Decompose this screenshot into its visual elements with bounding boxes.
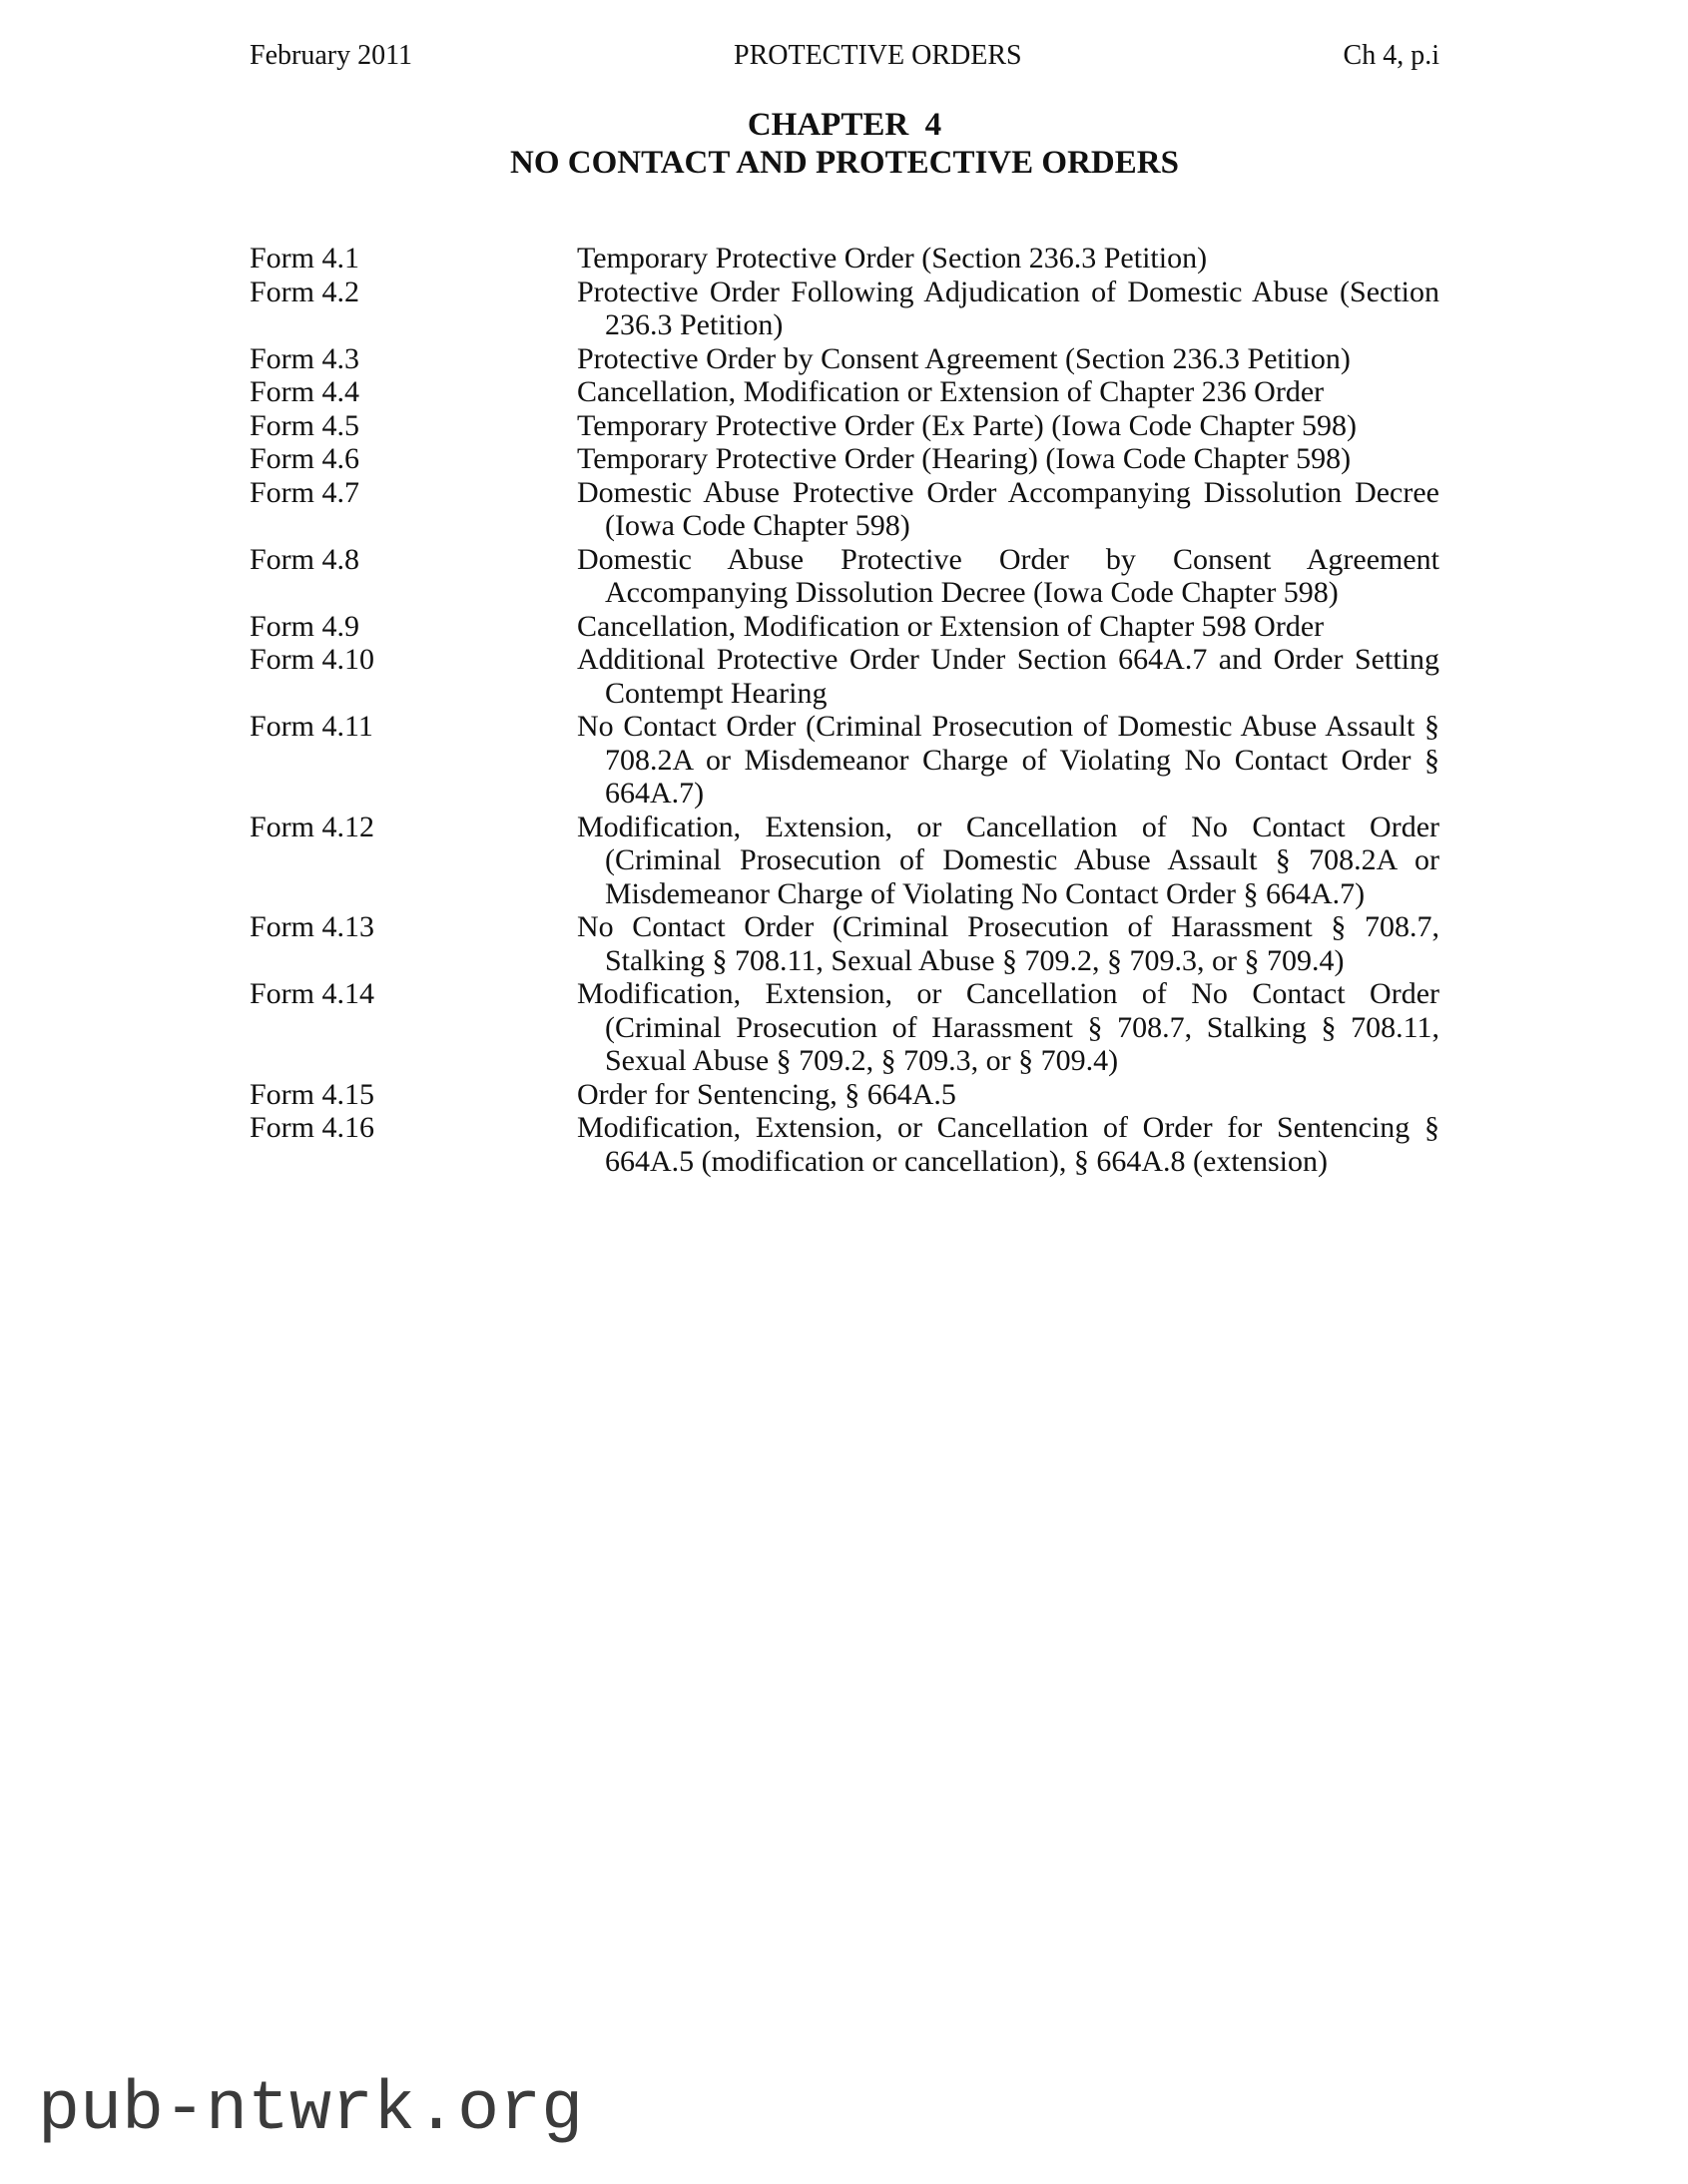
form-number: Form 4.2 <box>250 274 360 308</box>
form-row <box>250 375 1439 409</box>
form-number: Form 4.7 <box>250 475 360 509</box>
form-row <box>250 275 1439 342</box>
form-number: Form 4.15 <box>250 1077 375 1111</box>
form-row <box>250 409 1439 443</box>
form-description: Modification, Extension, or Cancellation of No Contact Order (Criminal Prosecution of Domestic Abuse Assault § 708.2A or Misdemeanor Charge of Violating No Contact Order § 664A.7) <box>577 810 1439 910</box>
form-row <box>250 543 1439 610</box>
form-row <box>250 610 1439 644</box>
form-description: Cancellation, Modification or Extension of Chapter 598 Order <box>577 609 1325 643</box>
form-description: Protective Order Following Adjudication of Domestic Abuse (Section 236.3 Petition) <box>577 274 1439 341</box>
form-row <box>250 1078 1439 1112</box>
form-number: Form 4.9 <box>250 609 360 643</box>
form-number: Form 4.6 <box>250 442 360 475</box>
form-row <box>250 442 1439 476</box>
form-row <box>250 643 1439 710</box>
form-description: Temporary Protective Order (Section 236.3 Petition) <box>577 242 1208 274</box>
form-number: Form 4.13 <box>250 910 375 943</box>
chapter-title-block <box>250 106 1439 182</box>
header-page-number: Ch 4, p.i <box>1343 40 1439 71</box>
watermark-text: pub-ntwrk.org <box>38 2071 584 2150</box>
form-description: Domestic Abuse Protective Order Accompanying Dissolution Decree (Iowa Code Chapter 598) <box>577 475 1439 542</box>
header-date: February 2011 <box>250 40 413 71</box>
form-number: Form 4.14 <box>250 977 375 1010</box>
form-number: Form 4.4 <box>250 375 360 408</box>
form-number: Form 4.10 <box>250 643 375 676</box>
form-row <box>250 1111 1439 1178</box>
form-description: No Contact Order (Criminal Prosecution of Harassment § 708.7, Stalking § 708.11, Sexual Abuse § 709.2, § 709.3, or § 709.4) <box>577 910 1439 977</box>
form-description: Domestic Abuse Protective Order by Consent Agreement Accompanying Dissolution Decree (Iowa Code Chapter 598) <box>577 542 1439 609</box>
form-description: Additional Protective Order Under Section 664A.7 and Order Setting Contempt Hearing <box>577 643 1439 710</box>
form-description: Modification, Extension, or Cancellation of Order for Sentencing § 664A.5 (modification or cancellation), § 664A.8 (extension) <box>577 1111 1439 1178</box>
form-number: Form 4.12 <box>250 810 375 843</box>
chapter-subtitle: NO CONTACT AND PROTECTIVE ORDERS <box>510 145 1179 181</box>
form-row <box>250 811 1439 911</box>
form-description: Order for Sentencing, § 664A.5 <box>577 1077 956 1111</box>
form-row <box>250 977 1439 1078</box>
form-row <box>250 476 1439 543</box>
form-description: No Contact Order (Criminal Prosecution of Domestic Abuse Assault § 708.2A or Misdemeanor Charge of Violating No Contact Order § 664A.7) <box>577 710 1439 810</box>
form-description: Modification, Extension, or Cancellation of No Contact Order (Criminal Prosecution of Harassment § 708.7, Stalking § 708.11, Sexual Abuse § 709.2, § 709.3, or § 709.4) <box>577 977 1439 1077</box>
page-header <box>250 40 1439 72</box>
form-row <box>250 242 1439 275</box>
form-description: Temporary Protective Order (Ex Parte) (Iowa Code Chapter 598) <box>577 408 1357 442</box>
form-description: Temporary Protective Order (Hearing) (Iowa Code Chapter 598) <box>577 442 1352 475</box>
form-list <box>250 242 1439 1178</box>
form-number: Form 4.11 <box>250 710 373 743</box>
form-number: Form 4.16 <box>250 1111 375 1144</box>
form-row <box>250 710 1439 811</box>
form-description: Protective Order by Consent Agreement (Section 236.3 Petition) <box>577 341 1351 375</box>
form-number: Form 4.3 <box>250 341 360 375</box>
form-description: Cancellation, Modification or Extension of Chapter 236 Order <box>577 375 1325 408</box>
form-number: Form 4.1 <box>250 242 360 274</box>
header-running-title: PROTECTIVE ORDERS <box>734 40 1022 71</box>
form-row <box>250 342 1439 376</box>
form-row <box>250 910 1439 977</box>
form-number: Form 4.8 <box>250 542 360 576</box>
chapter-number: CHAPTER 4 <box>747 107 942 143</box>
form-number: Form 4.5 <box>250 408 360 442</box>
